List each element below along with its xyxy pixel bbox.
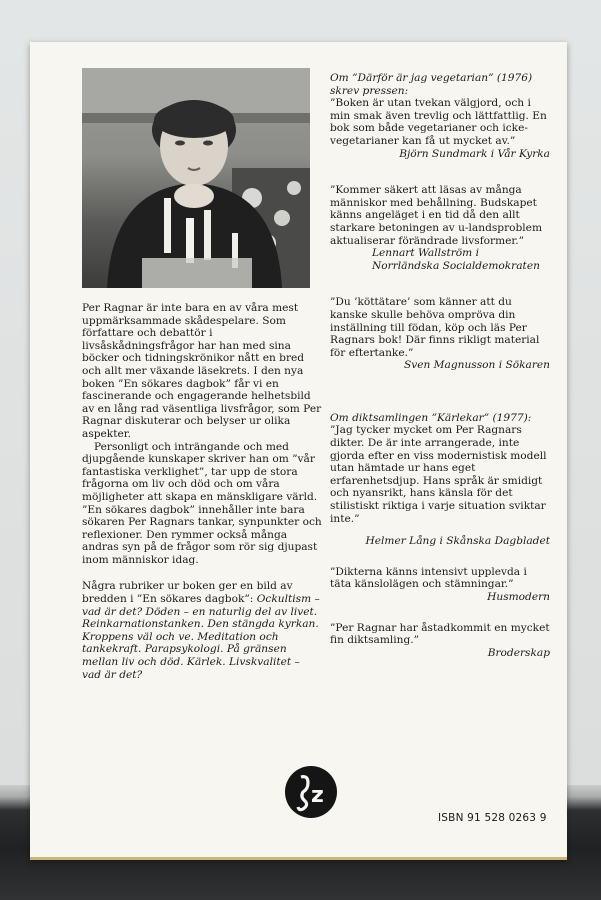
attribution-3: Sven Magnusson i Sökaren	[403, 359, 550, 372]
right-column-reviews	[330, 72, 550, 659]
quote-6: ”Per Ragnar har åstadkommit en mycket fin diktsamling.”	[330, 621, 550, 647]
seahorse-z-logo-icon	[284, 765, 338, 819]
attribution-6: Broderskap	[487, 646, 550, 659]
attribution-2-line1: Lennart Wallström i	[372, 247, 479, 260]
attribution-5: Husmodern	[487, 591, 550, 603]
quote-1: ”Boken är utan tvekan välgjord, och i min smak även trevlig och lättfattlig. En bok som både vegetarianer och icke-vegetarianer kan få ut mycket av.”	[330, 97, 547, 147]
rubriker-intro: Några rubriker ur boken ger en bild av bredden i ”En sökares dagbok”:	[82, 580, 293, 606]
isbn: ISBN 91 528 0263 9	[438, 812, 547, 824]
description-para2: Personligt och inträngande och med djupgående kunskaper skriver han om ”vår fantastiska verklighet”, tar upp de stora frågorna om liv och död och om våra möjligheter att skapa en mänskligare värld. ”En sökares dagbok” innehåller inte bara sökaren Per Ragnars tankar, synpunkter och reflexioner. Den rymmer också många andras syn på de frågor som rör sig djupast inom människor idag.	[82, 440, 322, 566]
heading-karlekar: Om diktsamlingen ”Kärlekar” (1977):	[330, 411, 532, 424]
description-intro: Per Ragnar är inte bara en av våra mest uppmärksammade skådespelare. Som författare och debattör i livsåskådningsfrågor har han med sina böcker och tidningskrönikor nått en bred och allt mer växande läsekrets. I den nya boken ”En sökares dagbok” får vi en fascinerande och engagerande helhetsbild av en lång rad väsentliga livsfrågor, som Per Ragnar diskuterar och belyser ur olika aspekter.	[82, 302, 322, 440]
quote-3: ”Du ’köttätare’ som känner att du kanske skulle behöva ompröva din inställning till födan, köp och läs Per Ragnars bok! Där finns rikligt material för eftertanke.”	[330, 296, 540, 359]
rubriker-list: Ockultism – vad är det? Döden – en naturlig del av livet. Reinkarnationstanken. Den stängda kyrkan. Kroppens väl och ve. Meditation och tankekraft. Parapsykologi. På gränsen mellan liv och död. Kärlek. Livskvalitet – vad är det?	[82, 593, 320, 681]
book-back-cover	[30, 42, 567, 860]
quote-5: ”Dikterna känns intensivt upplevda i täta känslolägen och stämningar.”	[330, 565, 527, 591]
logo-letter: z	[311, 783, 324, 808]
attribution-2-line2: Norrländska Socialdemokraten	[372, 259, 540, 272]
attribution-1: Björn Sundmark i Vår Kyrka	[399, 147, 550, 160]
attribution-4: Helmer Lång i Skånska Dagbladet	[365, 535, 550, 548]
author-photo	[82, 68, 310, 288]
quote-2: ”Kommer säkert att läsas av många människor med behållning. Budskapet känns angeläget i en tid då den allt starkare betoningen av u-landsproblem aktualiserar förändrade livsformer.”	[330, 184, 542, 247]
quote-4: ”Jag tycker mycket om Per Ragnars dikter. De är inte arrangerade, inte gjorda efter en viss modernistisk modell utan hämtade ur hans eget erfarenhetsdjup. Hans språk är smidigt och nyansrikt, hans känsla för det stilistiskt riktiga i varje situation sviktar inte.”	[330, 424, 547, 525]
heading-vegetarian: Om ”Därför är jag vegetarian” (1976) skrev pressen:	[330, 72, 533, 97]
left-column-text	[82, 302, 322, 681]
